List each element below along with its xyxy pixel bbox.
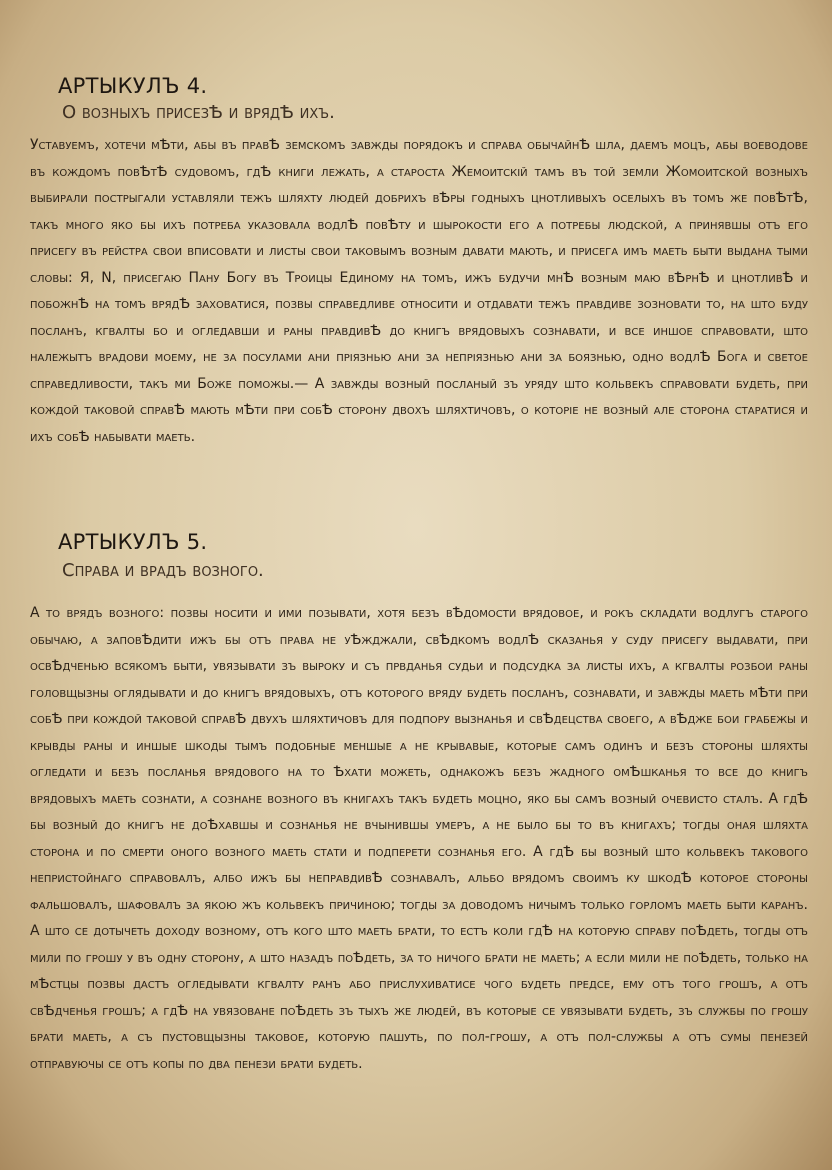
article-4-body (30, 132, 808, 450)
article-4-subheading: О возныхъ присезѢ и врядѢ ихъ. (62, 102, 335, 123)
article-5-subheading: Справа и врадъ возного. (62, 560, 264, 581)
article-5-heading: АРТЫКУЛЪ 5. (58, 530, 208, 554)
article-5-paragraph: А то врядъ возного: позвы носити и ими позывати, хотя безъ вѢдомости врядовое, и рокъ складати водлугъ старого обычаю, а заповѢдити ижъ бы отъ права не уѢжджали, свѢдкомъ водлѢ сказанья у суду присегу выдавати, при освѢдченью всякомъ быти, увязывати зъ выроку и съ првданья судьи и подсудка за листы ихъ, а кгвалты розбои раны головщызны оглядывати и до книгъ врядовыхъ, отъ которого вряду будеть посланъ, сознавати, и завжды маеть мѢти при собѢ при кождой таковой справѢ двухъ шляхтичовъ для подпору вызнанья и свѢдецства своего, а вѢдже бои грабежы и крывды раны и иншые шкоды тымъ подобные меншые а не крывавые, которые самъ одинъ и безъ стороны шляхты огледати и безъ посланья врядового на то Ѣхати можеть, однакожъ безъ жадного омѢшканья то все до книгъ врядовыхъ маеть сознати, а сознане возного въ книгахъ такъ будеть моцно, яко бы самъ возный очевисто сталъ. А гдѢ бы возный до книгъ не доѢхавшы и сознанья не вчынившы умеръ, а не было бы то въ книгахъ; тогды оная шляхта сторона и по смерти оного возного маеть стати и подперети сознанья его. А гдѢ бы возный што кольвекъ такового непристойнаго справовалъ, албо ижъ бы неправдивѢ сознавалъ, альбо врядомъ своимъ ку шкодѢ которое стороны фальшовалъ, шафовалъ за якою жъ кольвекъ причиною; тогды за доводомъ ничымъ только горломъ маеть быти каранъ. А што се дотычеть доходу возному, отъ кого што маеть брати, то естъ коли гдѢ на которую справу поѢдеть, тогды отъ мили по грошу у въ одну сторону, а што назадъ поѢдеть, за то ничого брати не маеть; а если мили не поѢдеть, только на мѢстцы позвы дастъ огледывати кгвалту ранъ або прислухиватисе чого будеть предсе, ему отъ того грошъ, а отъ свѢдченья грошъ; а гдѢ на увязоване поѢдеть зъ тыхъ же людей, въ которые се увязывати будеть, зъ службы по грошу брати маеть, а съ пустовщызны таковое, которую пашуть, по пол-грошу, а отъ пол-службы а отъ сумы пенезей отправуючы се отъ копы по два пенези брати будеть. (30, 605, 808, 1072)
article-5-body (30, 600, 808, 1077)
article-4-heading: АРТЫКУЛЪ 4. (58, 74, 208, 98)
article-4-paragraph: Уставуемъ, хотечи мѢти, абы въ правѢ земскомъ завжды порядокъ и справа обычайнѢ шла, даемъ моцъ, абы воеводове въ кождомъ повѢтѢ судовомъ, гдѢ книги лежать, а староста Жемоитскій тамъ въ той земли Жомоитской возныхъ выбирали пострыгали уставляли тежъ шляхту людей добрихъ вѢры годныхъ цнотливыхъ оселыхъ въ томъ же повѢтѢ, такъ много яко бы ихъ потреба указовала водлѢ повѢту и шырокости его а потребы людской, а принявшы отъ его присегу въ рейстра свои вписовати и листы свои таковымъ возным давати мають, и присега имъ маеть быти выдана тыми словы: Я, N, присегаю Пану Богу въ Троицы Единому на томъ, ижъ будучи мнѢ возным маю вѢрнѢ и цнотливѢ и побожнѢ на томъ врядѢ заховатися, позвы справедливе относити и отдавати тежъ правдиве зозновати то, на што буду посланъ, кгвалты бо и огледавши и раны правдивѢ до книгъ врядовыхъ сознавати, и все иншое справовати, што належытъ врадови моему, не за посулами ани прiязнью ани за непрiязнью ани за боязнью, одно водлѢ Бога и светое справедливости, такъ ми Боже поможы.— А завжды возный посланый зъ уряду што кольвекъ справовати будеть, при кождой таковой справѢ мають мѢти при собѢ сторону двохъ шляхтичовъ, о которiе не возный але сторона старатися и ихъ собѢ набывати маеть. (30, 137, 808, 445)
